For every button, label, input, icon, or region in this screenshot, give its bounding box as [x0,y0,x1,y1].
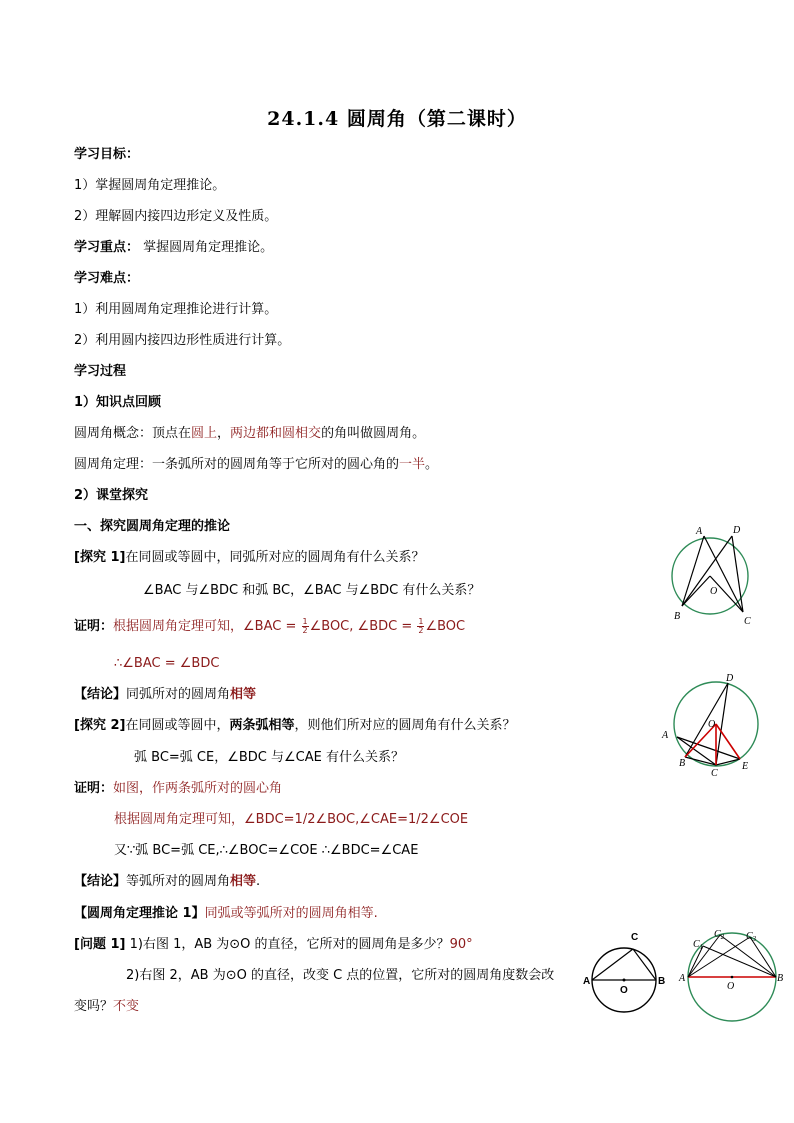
label-B: B [679,758,686,769]
explore-heading: 2）课堂探究 [74,488,149,503]
answer-1: 90° [449,937,473,952]
answer-2: 不变 [113,999,140,1014]
problem1-line1: [问题 1] 1)右图 1，AB 为⊙O 的直径，它所对的圆周角是多少？90° [74,937,473,952]
explore1-line: [探究 1]在同圆或等圆中，同弧所对应的圆周角有什么关系？ [74,550,425,565]
figure-diameter-1 [582,928,672,1018]
corollary-label: 【圆周角定理推论 1】 [74,906,205,921]
label-O: O [710,586,718,597]
explore1-label: [探究 1] [74,550,126,565]
process-heading: 学习过程 [74,364,127,379]
explore2-proof-line3: 又∵弧 BC=弧 CE,∴∠BOC=∠COE ∴∠BDC=∠CAE [114,843,419,858]
label-B: B [658,976,666,987]
review-heading: 1）知识点回顾 [74,395,162,410]
theorem-line: 圆周角定理：一条弧所对的圆周角等于它所对的圆心角的一半。 [74,457,439,472]
difficulty-heading: 学习难点： [74,271,140,286]
explore2-line: [探究 2]在同圆或等圆中，两条弧相等，则他们所对应的圆周角有什么关系？ [74,718,516,733]
explore1-therefore: ∴∠BAC = ∠BDC [114,656,220,671]
label-B: B [777,973,784,984]
explore1-proof-label: 证明： [74,619,114,634]
explore2-question: 弧 BC=弧 CE，∠BDC 与∠CAE 有什么关系？ [134,750,404,765]
section1-heading: 一、探究圆周角定理的推论 [74,519,231,534]
label-C1: $C_1$ [693,939,704,951]
difficulty-item-1: 1）利用圆周角定理推论进行计算。 [74,302,278,317]
theorem-highlight: 一半 [399,457,426,472]
corollary-line: 【圆周角定理推论 1】同弧或等弧所对的圆周角相等. [74,906,378,921]
keypoint-text: 掌握圆周角定理推论。 [139,240,274,255]
explore1-conclusion: 【结论】同弧所对的圆周角相等 [74,687,257,702]
label-O: O [620,985,628,996]
page-title: 24.1.4 圆周角（第二课时） [267,108,527,130]
fraction-half: $\frac{1}{2}$ [302,617,308,635]
label-A: A [662,730,669,741]
concept-line: 圆周角概念：顶点在圆上，两边都和圆相交的角叫做圆周角。 [74,426,426,441]
explore2-proof: 证明：如图，作两条弧所对的圆心角 [74,781,283,796]
difficulty-item-2: 2）利用圆内接四边形性质进行计算。 [74,333,291,348]
problem1-line2: 2)右图 2，AB 为⊙O 的直径，改变 C 点的位置，它所对的圆周角度数会改 [126,968,555,983]
concept-highlight-1: 圆上 [191,426,218,441]
label-E: E [742,761,749,772]
label-C2: $C_2$ [714,929,725,941]
label-O: O [727,981,735,992]
figure-diameter-2 [678,926,788,1021]
label-D: D [726,673,734,684]
label-B: B [674,611,681,622]
label-D: D [733,525,741,536]
label-C: C [711,768,718,779]
conclusion-highlight: 相等 [230,687,257,702]
label-A: A [679,973,686,984]
label-C: C [631,932,639,943]
figure-same-arc [664,520,774,630]
problem1-line3: 变吗？不变 [74,999,140,1014]
goals-heading: 学习目标： [74,147,140,162]
fraction-half: $\frac{1}{2}$ [418,617,424,635]
problem1-label: [问题 1] [74,937,126,952]
explore2-proof-line2: 根据圆周角定理可知，∠BDC=1/2∠BOC,∠CAE=1/2∠COE [114,812,469,827]
explore1-proof: 证明：根据圆周角定理可知，∠BAC = $\frac{1}{2}$ ∠BOC, ∠BDC = $\frac{1}{2}$ ∠BOC [74,617,466,635]
explore1-question: ∠BAC 与∠BDC 和弧 BC，∠BAC 与∠BDC 有什么关系？ [143,583,481,598]
label-A: A [583,976,591,987]
keypoint-line [74,239,273,257]
label-C3: $C_3$ [746,931,757,943]
goal-item-2: 2）理解圆内接四边形定义及性质。 [74,209,278,224]
goal-item-1: 1）掌握圆周角定理推论。 [74,178,226,193]
keypoint-label: 学习重点： [74,240,140,255]
concept-highlight-2: 两边都和圆相交 [230,426,322,441]
figure-equal-arcs [658,668,768,783]
label-C: C [744,616,751,627]
explore2-label: [探究 2] [74,718,126,733]
label-A: A [696,526,703,537]
explore2-conclusion: 【结论】等弧所对的圆周角相等. [74,874,261,889]
label-O: O [708,719,716,730]
